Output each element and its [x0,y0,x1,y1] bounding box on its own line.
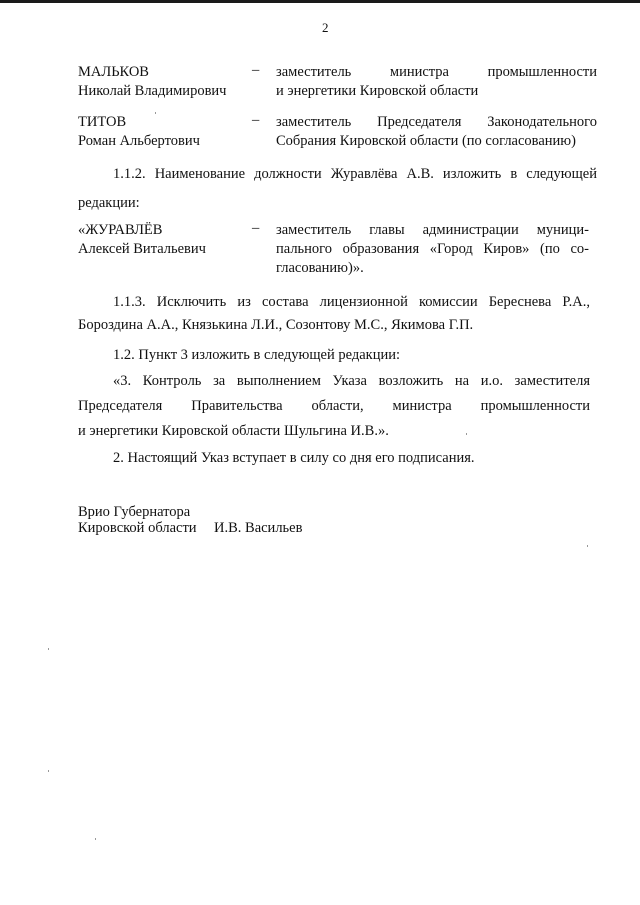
paragraph-1-1-2-continuation: редакции: [78,195,140,211]
scan-speck [95,838,96,840]
member-surname: МАЛЬКОВ [78,64,149,80]
paragraph-point-3-continuation: и энергетики Кировской области Шульгина И.В.». [78,423,389,439]
scan-speck [48,648,49,650]
member-position-line: Собрания Кировской области (по согласованию) [276,133,576,149]
paragraph-point-3-continuation: Председателя Правительства области, министра промышленности [78,398,590,414]
member-position-line: гласованию)». [276,260,364,276]
signature-title: Врио Губернатора [78,504,191,520]
paragraph-1-2: 1.2. Пункт 3 изложить в следующей редакции: [113,347,401,363]
paragraph-1-1-3-continuation: Бороздина А.А., Князькина Л.И., Созонтову М.С., Якимова Г.П. [78,317,474,333]
paragraph-point-3: «3. Контроль за выполнением Указа возложить на и.о. заместителя [113,373,590,389]
member-surname: «ЖУРАВЛЁВ [78,222,163,238]
member-position-line: и энергетики Кировской области [276,83,479,99]
scan-speck [587,545,588,547]
member-position-line: заместитель главы администрации муници- [276,222,589,238]
member-position-line: заместитель Председателя Законодательного [276,114,597,130]
scan-speck [466,433,467,435]
top-border-line [0,0,640,3]
member-dash: – [252,220,260,236]
scan-speck [155,112,156,114]
member-position-line: заместитель министра промышленности [276,64,597,80]
paragraph-1-1-3: 1.1.3. Исключить из состава лицензионной комиссии Береснева Р.А., [113,294,590,310]
signature-name: И.В. Васильев [214,520,303,536]
signature-region: Кировской области [78,520,197,536]
page-number: 2 [322,20,329,35]
paragraph-1-1-2: 1.1.2. Наименование должности Журавлёва А.В. изложить в следующей [113,166,597,182]
member-dash: – [252,112,260,128]
member-dash: – [252,62,260,78]
member-position-line: пального образования «Город Киров» (по со- [276,241,589,257]
member-given-name: Алексей Витальевич [78,241,206,257]
scan-speck [48,770,49,772]
paragraph-2: 2. Настоящий Указ вступает в силу со дня его подписания. [113,450,475,466]
member-given-name: Роман Альбертович [78,133,200,149]
member-surname: ТИТОВ [78,114,127,130]
member-given-name: Николай Владимирович [78,83,227,99]
